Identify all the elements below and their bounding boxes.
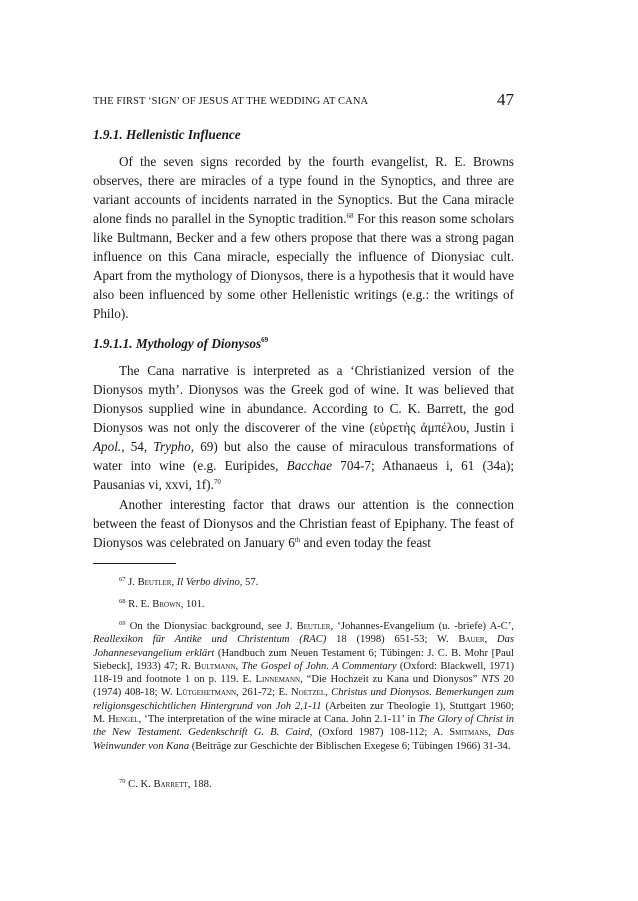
footnote-number: 67 — [119, 576, 126, 583]
footnote-68 — [93, 598, 514, 611]
text-run: 54, — [124, 439, 154, 455]
footnote-70 — [93, 778, 514, 791]
footnote-title: Das Weinwunder von Kana — [93, 727, 515, 752]
heading-text: 1.9.1.1. Mythology of Dionysos — [93, 336, 262, 351]
footnote-ref-69[interactable]: 69 — [261, 336, 269, 344]
footnote-author: Bultmann — [194, 660, 236, 672]
footnote-text: , “Die Hochzeit zu Kana und Dionysos” — [300, 674, 482, 686]
footnote-69 — [93, 620, 514, 753]
footnote-number: 70 — [119, 778, 126, 785]
footnote-author: R. E. Brown, — [128, 599, 184, 610]
page-number: 47 — [497, 90, 514, 109]
footnote-title: NTS — [481, 674, 500, 686]
text-run: 69) but also the cause of miraculous transformations of water into wine (e.g. Euripides, — [93, 439, 514, 474]
ordinal-suffix: th — [294, 536, 301, 545]
paragraph-dionysos-myth — [93, 361, 514, 494]
text-run: Of the seven signs recorded by the fourth evangelist, R. E. Browns observes, there are miracles of a type found in the Synoptics, and three are variant accounts of incidents narrated in the Synoptics. But the Cana miracle alone finds no parallel in the Synoptic tradition. — [93, 154, 514, 227]
footnote-number: 68 — [119, 598, 126, 605]
italic-run: Trypho, — [153, 439, 195, 455]
footnote-title: The Glory of Christ in the New Testament. Gedenkschrift G. B. Caird, — [93, 714, 514, 739]
footnote-ref-70[interactable]: 70 — [213, 478, 221, 487]
footnote-text: (Arbeiten zur Theologie 1), Stuttgart 1960; M. — [93, 700, 514, 726]
footnote-text: (Oxford: Blackwell, 1971) 118-19 and footnote 1 on p. 119. E. — [93, 660, 515, 686]
footnote-author: Hengel — [108, 714, 139, 726]
running-head: THE FIRST ‘SIGN’ OF JESUS AT THE WEDDING AT CANA — [93, 96, 369, 107]
text-run: and even today the feast — [300, 535, 431, 551]
footnote-text: 101. — [183, 599, 205, 610]
text-run: Another interesting factor that draws our attention is the connection between the feast of Dionysos and the Christian feast of Epiphany. The feast of Dionysos was celebrated on January 6 — [93, 497, 514, 551]
footnote-text: (Oxford 1987) 108-112; A. — [312, 727, 450, 739]
footnote-text: On the Dionysiac background, see J. — [129, 621, 297, 632]
footnote-author: Noetzel — [291, 687, 326, 699]
footnote-title: Il Verbo divino, — [174, 577, 243, 588]
section-heading-mythology-of-dionysos — [93, 336, 268, 352]
footnote-author: Beutler — [296, 621, 331, 632]
footnote-author: Linnemann — [255, 674, 301, 686]
footnote-author: Lütgehetmann — [175, 687, 237, 699]
footnote-text: , 261-72; E. — [236, 687, 292, 699]
footnote-author: J. Beutler, — [128, 577, 175, 588]
footnote-author: Smitmans — [449, 727, 489, 739]
footnote-text: , — [484, 634, 497, 646]
footnote-author: C. K. Barrett, — [128, 779, 191, 790]
footnote-text: 20 (1974) 408-18; W. — [93, 674, 514, 699]
footnote-title: Das Johannesevangelium erklärt — [93, 634, 514, 659]
footnote-text: (Handbuch zum Neuen Testament 6; Tübingen: J. C. B. Mohr [Paul Siebeck], 1933) 47; R. — [93, 647, 514, 672]
text-run: For this reason some scholars like Bultmann, Becker and a few others propose that there was a strong pagan influence on this Cana miracle, especially the influence of Dionysiac cult. Apart from the mythology of Dionysos, there is a hypothesis that it would have also been influenced by some other Hellenistic writings (e.g.: the writings of Philo). — [93, 211, 514, 322]
footnote-author: Bauer — [458, 634, 485, 646]
footnote-title: Reallexikon für Antike und Christentum (RAC) — [93, 634, 327, 646]
paragraph-epiphany-connection — [93, 495, 514, 552]
footnote-text: , ‘The interpretation of the wine miracle at Cana. John 2.1-11’ in — [138, 714, 419, 726]
footnote-text: , — [235, 660, 242, 672]
paragraph-hellenistic-influence — [93, 152, 514, 323]
footnote-text: , — [488, 727, 497, 739]
footnote-text: , — [325, 687, 332, 699]
italic-run: Apol., — [93, 439, 125, 455]
footnote-text: , ‘Johannes-Evangelium (u. -briefe) A-C’, — [330, 621, 514, 632]
footnote-divider — [93, 563, 176, 564]
footnote-title: Christus und Dionysos. Bemerkungen zum religionsgeschichtlichen Hintergrund von Joh 2,1-11 — [93, 687, 515, 712]
footnote-number: 69 — [119, 620, 126, 627]
footnote-text: 188. — [190, 779, 212, 790]
footnote-title: The Gospel of John. A Commentary — [241, 660, 397, 672]
text-run: 704-7; Athanaeus i, 61 (34a); Pausanias vi, xxvi, 1f). — [93, 458, 514, 493]
footnote-ref-68[interactable]: 68 — [346, 212, 354, 221]
footnote-text: (Beiträge zur Geschichte der Biblischen Exegese 6; Tübingen 1966) 31-34. — [189, 740, 511, 752]
footnote-text: 18 (1998) 651-53; W. — [326, 634, 459, 646]
section-heading-hellenistic-influence: 1.9.1. Hellenistic Influence — [93, 127, 241, 142]
text-run: The Cana narrative is interpreted as a ‘Christianized version of the Dionysos myth’. Dionysos was the Greek god of wine. It was believed that Dionysos supplied wine in abundance. According to C. K. Barrett, the god Dionysos was not only the discoverer of the vine (εὑρετὴς ἀμπέλου, Justin i — [93, 363, 514, 436]
footnote-67 — [93, 576, 514, 589]
italic-run: Bacchae — [286, 458, 333, 474]
footnote-text: 57. — [242, 577, 259, 588]
